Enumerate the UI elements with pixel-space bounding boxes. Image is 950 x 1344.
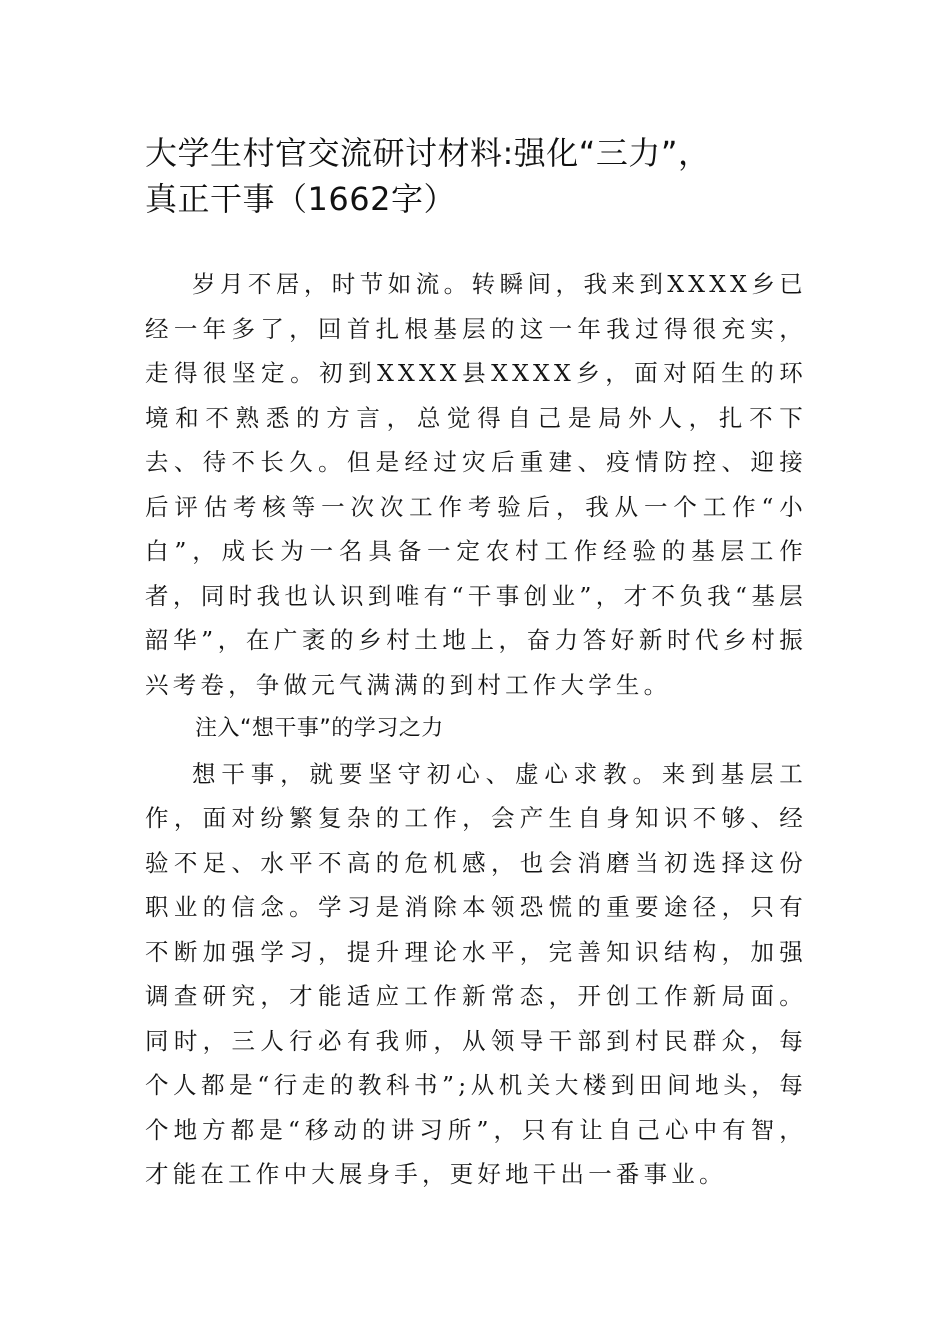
document-body <box>145 262 807 1197</box>
document-title <box>145 130 825 222</box>
section-heading-learning: 注入“想干事”的学习之力 <box>195 716 444 741</box>
title-line-1: 大学生村官交流研讨材料:强化“三力”， <box>145 134 711 172</box>
paragraph-learning: 想干事，就要坚守初心、虚心求教。来到基层工作，面对纷繁复杂的工作，会产生自身知识不够、经验不足、水平不高的危机感，也会消磨当初选择这份职业的信念。学习是消除本领恐慌的重要途径，只有不断加强学习，提升理论水平，完善知识结构，加强调查研究，才能适应工作新常态，开创工作新局面。同时，三人行必有我师，从领导干部到村民群众，每个人都是“行走的教科书”;从机关大楼到田间地头，每个地方都是“移动的讲习所”，只有让自己心中有智，才能在工作中大展身手，更好地干出一番事业。 <box>145 759 807 1188</box>
title-line-2: 真正干事（1662字） <box>145 180 456 218</box>
paragraph-intro: 岁月不居，时节如流。转瞬间，我来到XXXX乡已经一年多了，回首扎根基层的这一年我过得很充实，走得很坚定。初到XXXX县XXXX乡，面对陌生的环境和不熟悉的方言，总觉得自己是局外人，扎不下去、待不长久。但是经过灾后重建、疫情防控、迎接后评估考核等一次次工作考验后，我从一个工作“小白”，成长为一名具备一定农村工作经验的基层工作者，同时我也认识到唯有“干事创业”，才不负我“基层韶华”，在广袤的乡村土地上，奋力答好新时代乡村振兴考卷，争做元气满满的到村工作大学生。 <box>145 270 807 699</box>
